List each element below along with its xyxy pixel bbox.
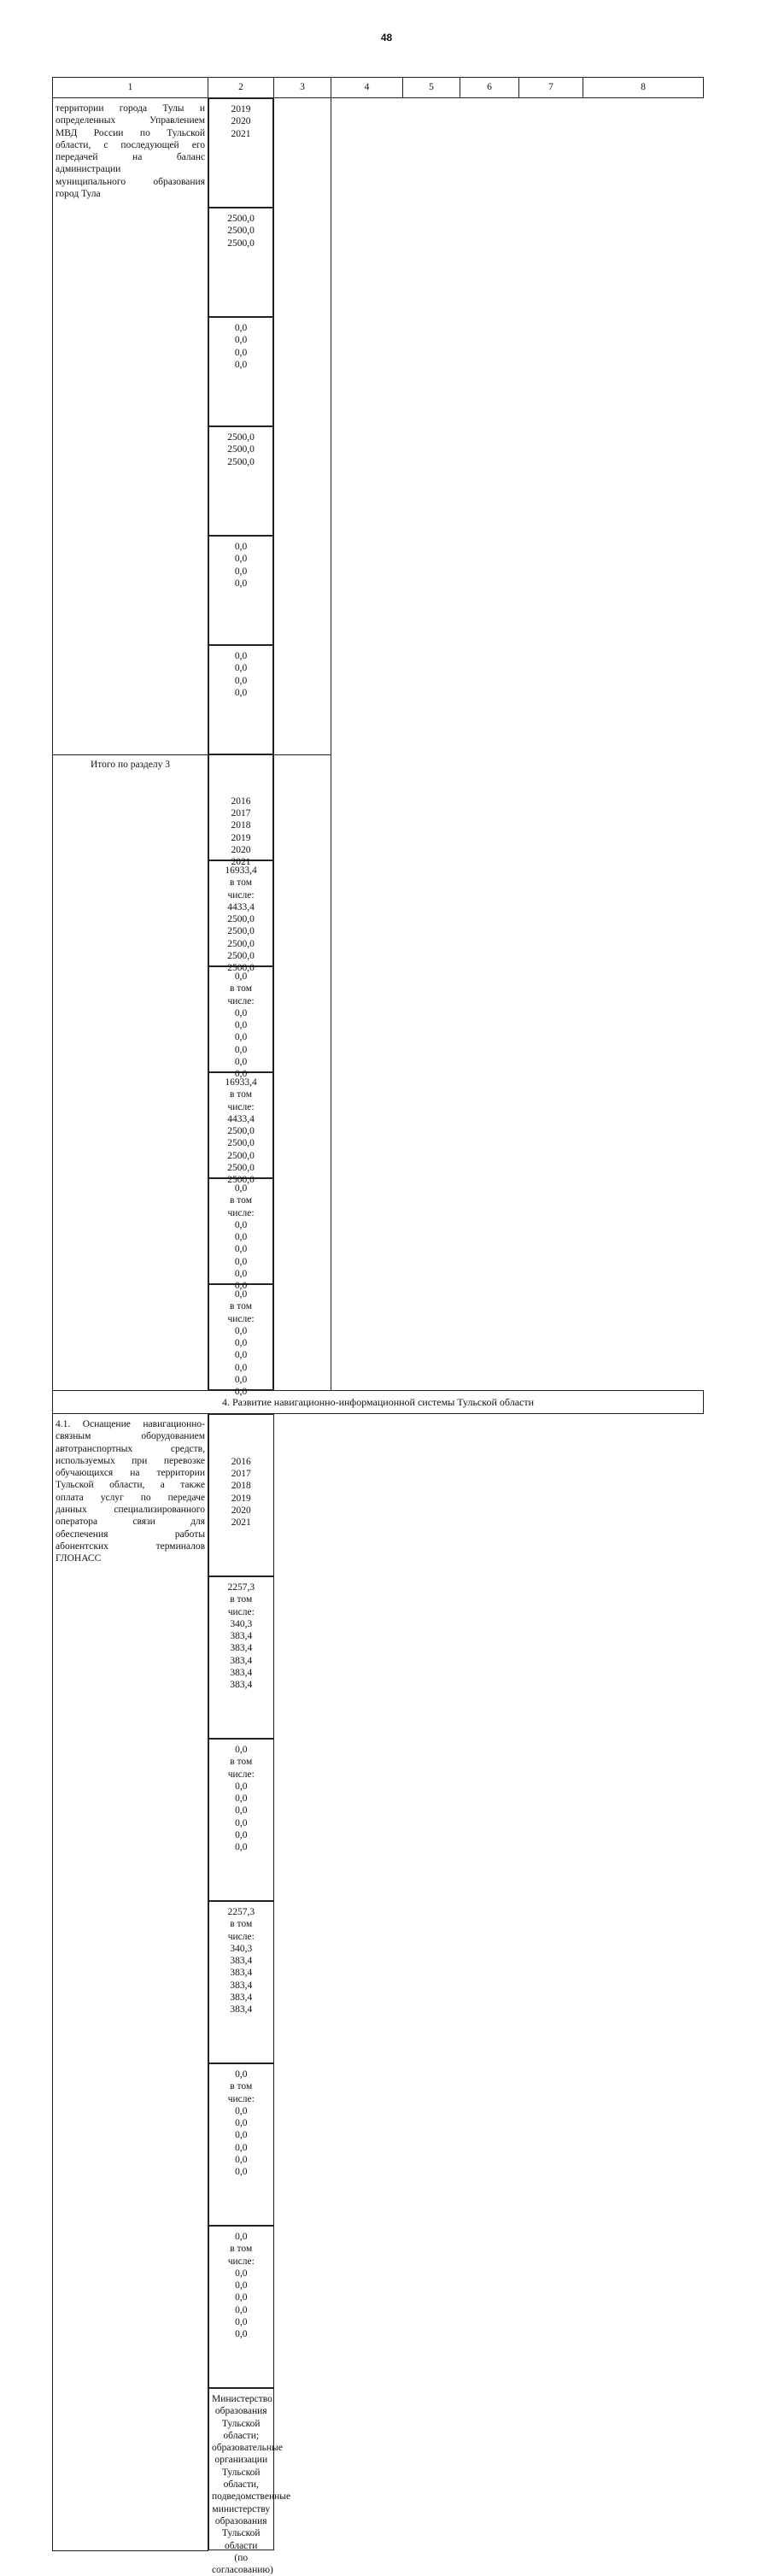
cell-line: в том: [230, 1919, 253, 1930]
cell-line: 0,0: [234, 1032, 248, 1043]
cell-line: 0,0: [235, 1781, 248, 1792]
budget-table: [52, 77, 704, 2576]
years-cell: [208, 1414, 274, 1576]
cell-line: 0,0: [234, 554, 248, 565]
header-cell: 5: [403, 78, 460, 98]
header-cell: 1: [53, 78, 208, 98]
cell-line: 340,3: [230, 1618, 253, 1629]
cell-line: передачей на баланс: [56, 152, 205, 163]
cell-line: 2017: [231, 1469, 251, 1480]
cell-line: 383,4: [230, 1631, 253, 1642]
cell-line: 2500,0: [227, 238, 255, 249]
amount-cell: [208, 2063, 274, 2226]
executor-cell: [274, 754, 331, 1391]
section-row: [53, 1391, 704, 1414]
cell-line: 0,0: [234, 1375, 248, 1386]
cell-line: 0,0: [234, 1057, 248, 1068]
cell-line: Министерство образования: [212, 2394, 272, 2417]
amount-cell: [208, 1739, 274, 1901]
cell-line: 2500,0: [227, 914, 255, 925]
cell-line: числе:: [227, 1207, 255, 1218]
cell-line: числе:: [227, 1606, 255, 1617]
cell-line: 2500,0: [227, 1175, 255, 1186]
cell-line: 0,0: [235, 1805, 248, 1816]
cell-line: 0,0: [234, 335, 248, 346]
cell-line: [212, 783, 270, 795]
cell-line: оплата услуг по передаче: [56, 1492, 205, 1503]
cell-line: 0,0: [235, 2155, 248, 2166]
cell-line: 0,0: [235, 2329, 248, 2340]
total-label: Итого по разделу 3: [53, 754, 208, 1391]
cell-line: в том: [230, 1195, 252, 1206]
amount-cell: [208, 1576, 274, 1739]
cell-line: 2019: [231, 832, 251, 843]
cell-line: 0,0: [234, 1338, 248, 1349]
cell-line: 0,0: [234, 1350, 248, 1361]
cell-line: 0,0: [234, 1232, 248, 1243]
cell-line: 2500,0: [227, 926, 255, 937]
cell-line: 2020: [231, 1505, 251, 1517]
cell-line: 2500,0: [227, 938, 255, 949]
cell-line: области, с последующей его: [56, 139, 205, 150]
cell-line: 0,0: [234, 1281, 248, 1292]
cell-line: 2500,0: [227, 1138, 255, 1149]
cell-line: 0,0: [234, 1069, 248, 1080]
cell-line: 2500,0: [227, 963, 255, 974]
cell-line: числе:: [227, 1769, 255, 1780]
cell-line: 0,0: [235, 1793, 248, 1804]
table-row: [53, 98, 704, 755]
cell-line: Тульской области;: [221, 2418, 261, 2441]
cell-line: 0,0: [235, 2069, 248, 2080]
amount-cell: [208, 1284, 273, 1398]
cell-line: 0,0: [234, 347, 248, 358]
cell-line: в том: [230, 2081, 253, 2092]
years-cell: [208, 754, 273, 868]
cell-line: 383,4: [230, 1643, 253, 1654]
cell-line: 383,4: [230, 2004, 253, 2016]
cell-line: 16933,4: [225, 866, 257, 876]
cell-line: МВД России по Тульской: [56, 127, 205, 138]
cell-line: 383,4: [230, 1668, 253, 1679]
cell-line: (по согласованию): [212, 2552, 273, 2576]
cell-line: образовательные: [212, 2443, 283, 2454]
cell-line: 0,0: [235, 2130, 248, 2141]
page-number: 48: [380, 32, 393, 44]
table-header-row: [53, 78, 704, 98]
cell-line: связным оборудованием: [56, 1431, 205, 1442]
amount-cell: [208, 208, 273, 317]
cell-line: числе:: [227, 1101, 255, 1112]
cell-line: 0,0: [234, 578, 248, 589]
cell-line: 4433,4: [227, 1113, 255, 1124]
cell-line: 2257,3: [227, 1907, 255, 1917]
amount-cell: [208, 1901, 274, 2063]
cell-line: 0,0: [234, 566, 248, 577]
cell-line: территории города Тулы и: [56, 103, 205, 114]
cell-line: 0,0: [235, 2167, 248, 2178]
cell-line: [212, 759, 270, 771]
cell-line: 0,0: [234, 1219, 248, 1230]
description-cell: [53, 98, 208, 755]
cell-line: Тульской области, а также: [56, 1480, 205, 1491]
cell-line: 383,4: [230, 1980, 253, 1991]
years-cell: [208, 98, 273, 208]
cell-line: 2016: [231, 1456, 251, 1467]
cell-line: области, подведомственные: [212, 2479, 291, 2503]
cell-line: в том: [230, 1757, 253, 1768]
cell-line: 0,0: [234, 1183, 248, 1194]
cell-line: город Тула: [56, 189, 101, 200]
cell-line: используемых при перевозке: [56, 1455, 205, 1466]
cell-line: 2500,0: [227, 432, 255, 443]
cell-line: 0,0: [235, 1842, 248, 1853]
executor-cell: [208, 2388, 291, 2576]
cell-line: автотранспортных средств,: [56, 1443, 205, 1454]
cell-line: 0,0: [234, 1044, 248, 1055]
cell-line: числе:: [227, 2093, 255, 2104]
cell-line: 2500,0: [227, 456, 255, 467]
cell-line: 0,0: [235, 1817, 248, 1828]
header-cell: 7: [519, 78, 583, 98]
cell-line: 0,0: [235, 1830, 248, 1841]
cell-line: в том: [230, 983, 252, 995]
cell-line: 0,0: [235, 2292, 248, 2303]
description-cell: [53, 1414, 208, 2551]
header-cell: 8: [583, 78, 704, 98]
cell-line: в том: [230, 877, 252, 889]
cell-line: 0,0: [234, 1007, 248, 1018]
table-row: [53, 1414, 704, 2551]
cell-line: в том: [230, 1594, 253, 1605]
amount-cell: [208, 2226, 274, 2388]
cell-line: 383,4: [230, 1956, 253, 1967]
cell-line: 2017: [231, 808, 251, 819]
cell-line: Тульской области: [221, 2528, 261, 2551]
cell-line: 0,0: [235, 1745, 248, 1755]
cell-line: 2500,0: [227, 214, 255, 224]
cell-line: числе:: [227, 1313, 255, 1324]
cell-line: в том: [230, 1301, 252, 1312]
cell-line: данных специализированного: [56, 1505, 205, 1516]
cell-line: 0,0: [235, 2317, 248, 2328]
header-cell: 6: [460, 78, 519, 98]
cell-line: [212, 771, 270, 783]
cell-line: 2016: [231, 795, 251, 807]
header-cell: 2: [208, 78, 274, 98]
cell-line: оператора связи для: [56, 1517, 205, 1528]
cell-line: числе:: [227, 1931, 255, 1942]
cell-line: 0,0: [235, 2105, 248, 2116]
cell-line: 2019: [231, 1493, 251, 1504]
cell-line: 0,0: [234, 1289, 248, 1300]
section-title: 4. Развитие навигационно-информационной системы Тульской области: [53, 1391, 704, 1414]
cell-line: 0,0: [234, 323, 248, 333]
cell-line: 0,0: [234, 1325, 248, 1336]
cell-line: 383,4: [230, 1968, 253, 1979]
amount-cell: [208, 860, 273, 974]
cell-line: 0,0: [234, 651, 248, 661]
header-cell: 3: [274, 78, 331, 98]
cell-line: 2020: [231, 116, 251, 127]
cell-line: 0,0: [235, 2142, 248, 2153]
cell-line: 0,0: [234, 359, 248, 370]
executor-cell: [274, 98, 331, 755]
cell-line: 0,0: [234, 675, 248, 686]
cell-line: абонентских терминалов: [56, 1540, 205, 1552]
cell-line: 383,4: [230, 1992, 253, 2004]
cell-line: 0,0: [235, 2268, 248, 2279]
cell-line: 0,0: [234, 542, 248, 552]
amount-cell: [208, 426, 273, 536]
cell-line: 0,0: [235, 2118, 248, 2129]
cell-line: 2500,0: [227, 1150, 255, 1161]
cell-line: 383,4: [230, 1655, 253, 1666]
cell-line: министерству образования: [212, 2503, 271, 2526]
cell-line: 4.1. Оснащение навигационно-: [56, 1419, 205, 1429]
cell-line: 0,0: [234, 971, 248, 982]
cell-line: 0,0: [235, 2232, 248, 2242]
cell-line: 2021: [231, 857, 251, 868]
cell-line: 2018: [231, 820, 251, 831]
cell-line: 2018: [231, 1481, 251, 1492]
amount-cell: [208, 1178, 273, 1292]
cell-line: 0,0: [234, 1020, 248, 1031]
cell-line: 0,0: [235, 2304, 248, 2315]
cell-line: 2021: [231, 128, 251, 139]
cell-line: [212, 1431, 271, 1443]
header-cell: 4: [331, 78, 403, 98]
cell-line: определенных Управлением: [56, 115, 205, 126]
cell-line: 4433,4: [227, 901, 255, 912]
cell-line: 2021: [231, 1517, 251, 1529]
cell-line: 0,0: [234, 1387, 248, 1398]
amount-cell: [208, 317, 273, 426]
cell-line: 2020: [231, 845, 251, 856]
cell-line: ГЛОНАСС: [56, 1553, 102, 1564]
cell-line: 383,4: [230, 1680, 253, 1691]
cell-line: администрации: [56, 164, 121, 175]
amount-cell: [208, 966, 273, 1080]
cell-line: 2500,0: [227, 226, 255, 237]
cell-line: [212, 1419, 271, 1431]
cell-line: обеспечения работы: [56, 1529, 205, 1540]
cell-line: 0,0: [234, 687, 248, 698]
amount-cell: [208, 536, 273, 645]
cell-line: 2019: [231, 104, 251, 114]
cell-line: 0,0: [234, 1244, 248, 1255]
cell-line: 340,3: [230, 1943, 253, 1954]
cell-line: организации Тульской: [214, 2455, 268, 2478]
cell-line: 2500,0: [227, 444, 255, 455]
cell-line: числе:: [227, 889, 255, 901]
cell-line: 0,0: [234, 663, 248, 674]
amount-cell: [208, 645, 273, 754]
amount-cell: [208, 1072, 273, 1186]
cell-line: числе:: [227, 995, 255, 1006]
cell-line: числе:: [227, 2256, 255, 2267]
cell-line: [212, 1444, 271, 1456]
cell-line: 0,0: [234, 1362, 248, 1373]
cell-line: 16933,4: [225, 1077, 257, 1088]
cell-line: в том: [230, 2244, 253, 2255]
cell-line: 0,0: [234, 1269, 248, 1280]
cell-line: 2257,3: [227, 1582, 255, 1593]
cell-line: 0,0: [235, 2280, 248, 2291]
cell-line: 2500,0: [227, 951, 255, 962]
cell-line: в том: [230, 1089, 252, 1100]
table-row-total: [53, 754, 704, 1391]
cell-line: 2500,0: [227, 1126, 255, 1137]
cell-line: обучающихся на территории: [56, 1468, 205, 1479]
cell-line: 2500,0: [227, 1163, 255, 1174]
cell-line: муниципального образования: [56, 176, 205, 187]
cell-line: 0,0: [234, 1256, 248, 1267]
